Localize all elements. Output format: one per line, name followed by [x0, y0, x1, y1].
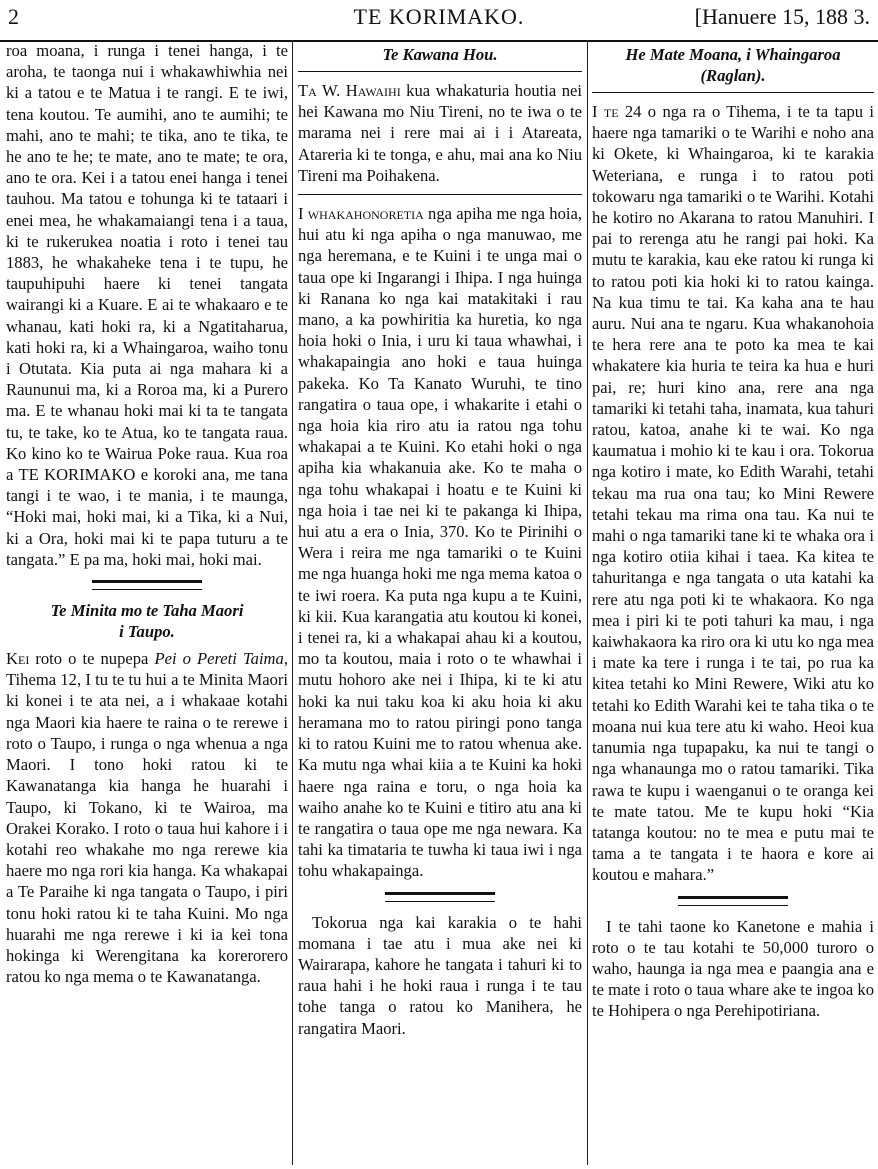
article-heading [6, 600, 288, 642]
lead-word: Ta W. Hawaihi [298, 81, 401, 100]
article-body [6, 648, 288, 987]
body-text: kua whakaturia houtia nei hei Kawana mo Niu Tireni, no te iwa o te marama nei i rere mai ai i i Atareata, Atareria ki te tonga, e ahu, mai ana ko Niu Tireni ma Poihakena. [298, 81, 582, 185]
article-heading: Te Kawana Hou. [382, 45, 498, 64]
lead-word: I te [592, 102, 619, 121]
newspaper-title: TE KORIMAKO. [353, 4, 525, 29]
section-divider [92, 580, 202, 590]
body-text: , Tihema 12, I tu te tu hui a te Minita Maori ki konei i te ata nei, a i whakaae kotahi nga Maori kia haere te raina o te rerewe i roto o Taupo, i runga o nga whenua a nga Maori. I tono hoki ratou ki te Kawanatanga kia hanga he huarahi i Taupo, ki Tokano, ki te Wairoa, ma Orakei Korako. I roto o taua hui kahore i i kotahi reo whakahe mo nga rerewe kia haere mo nga rori kia hanga. Ka whakapai a Te Paraihe ki nga tangata o Taupo, i piri tonu hoki ratou ki te taha Kuini. Mo nga huarahi me nga rerewe i ki ia kei tona hokinga ki Werengitana ka korerorero ratou ko nga mema o te Kawanatanga. [6, 649, 288, 987]
lead-word: I whakahonoretia [298, 204, 424, 224]
column-divider [587, 40, 588, 1165]
page-number: 2 [8, 4, 19, 29]
body-text: roto o te nupepa [29, 649, 155, 669]
heading-underline [592, 92, 874, 93]
section-divider [678, 896, 788, 906]
article-body [592, 101, 874, 886]
article-heading-line: He Mate Moana, i Whaingaroa [625, 45, 841, 64]
body-text: 24 o nga ra o Tihema, i te ta tapu i haere nga tamariki o te Warihi e noho ana ki Okete, ki Whaingaroa, ki te karakia Weteriana, e runga i to ratou poti tokowaru nga tamariki o te Warihi. Kotahi he kotiro no Akarana to ratou Manuhiri. I pai to rerenga atu he rangi pai hoki. Ka mutu te karakia, kau eke ratou ki runga ki to ratou poti kia hoki ki to ratou kainga. Na kua timu te tai. Ka kaha ana te hau auru. Nui ana te ngaru. Kua whakanohoia te hera rere ana te poto ka mea te kai whakatere kia huria te teira ka hua e huri pai, re; huri kino ana, rere ana nga tamariki ki tetahi taha, inamata, kua tahuri ratou, katoa, anahe ki te wai. Ko nga kaumatua i mohio ki te kau i ora. Tokorua nga kotiro i mate, ko Edith Warahi, tetahi tekau ma rua ona tau; ko Mini Rewere tetahi tekau ma rima ona tau. Ka nui te mahi o nga tamariki tane ki te whaka ora i nga kotiro otiia kihai i taea. Ka kitea te tahuritanga e nga tangata o uta katahi ka rere atu nga poti ki te whakaora. Ko nga mea i piri ki te poti tahuri ka mau, i nga kaiwhakaora ka riro ora ki utu ko nga mea i mate ka tere i runga i te tai, po rua ka kitea tetahi ko Mini Rewere, Wiki atu ko tetahi ko Edith Warahi kei te taha tika o te moana nui kua tere atu ki waho. Heoi kua tanumia nga tupapaku, ka nui te tangi o nga whanaunga mo o ratou tamariki. Tika rawa te kupu i waenganui o te oranga kei te mate tatou. Me te kupu hoki “Kia tatanga koutou: no te mea e putu mai te tama a te tangata i te haora e kore ai koutou e mahara.” [592, 102, 874, 885]
article-heading-line: i Taupo. [119, 622, 175, 642]
column-1 [6, 40, 288, 1165]
article-body [298, 80, 582, 186]
column-3 [592, 40, 874, 1165]
issue-date: [Hanuere 15, 188 3. [694, 4, 870, 29]
body-text: nga apiha me nga hoia, hui atu ki nga apiha o nga manuwao, me nga heremana, e te Kuini i te unga mai o taua ope ki Ingarangi i Ihipa. I nga huinga ki Ranana ko nga kai matakitaki i rau mano, a ka powhiritia ka huretia, ko nga hoia hoki o Inia, i uru ki taua whawhai, i whakapaingia ano hoki e taua huinga pakeka. Ko Ta Kanato Wuruhi, te tino rangatira o taua ope, i whakarite i etahi o nga hoia kia riro atu ia ratou nga tohu whakapai a te Kuini. Ko etahi hoki o nga apiha kia whakanuia ake. Ko te maha o nga tohu whakapai i hoatu e te Kuini ki nga hoia i tae nei ki te pakanga ki Ihipa, hui atu a era o Inia, 370. Ko te Pirinihi o Wera i reira me nga tamariki o te Kuini me nga huanga hoki me nga mema katoa o te iwi roera. Ka puta nga kupu a te Kuini, ki kii. Kua karangatia atu koutou ki konei, i tenei ra, ki a whakapai ahau ki a koutou, mo ta koutou, maia i roto o te whawhai i mutu hohoro ake nei i Ihipa, ki te ki atu hoki ka nui taku koa ki aku hoia ki aku heramana mo to ratou piringi pono tanga ki to ratou Kuini me to ratou whenua ake. Ka mutu nga whai kiia a te Kuini ka hoki haere nga raina e toru, o nga hoia ka waiho anahe ko te Kuini e titiro atu ana ki te rangatira o taua ope me nga newara. Ka tahi ka timataria te tuwha ki taua iwi i nga tohu whakapainga. [298, 204, 582, 881]
lead-word: Kei [6, 649, 30, 669]
column-divider [292, 40, 293, 1165]
heading-underline [298, 71, 582, 72]
section-divider [298, 194, 582, 195]
masthead [0, 0, 878, 42]
article-body: I te tahi taone ko Kanetone e mahia i roto o te tau kotahi te 50,000 turoro o waho, haunga ia nga mea e paangia ana e te mate i roto o taua whare ake te ingoa ko te Hohipera o nga Perehipotiriana. [592, 916, 874, 1021]
newspaper-name: Pei o Pereti Taima [154, 649, 284, 669]
article-heading-line: (Raglan). [700, 66, 766, 85]
article-continued-text: roa moana, i runga i tenei hanga, i te aroha, te taonga nui i whakawhiwhia nei ki a tatou e te Matua i te rangi. E te iwi, tena koutou. Te aumihi, ano te aumihi; te mahi, ano te mahi; te tika, ano te tika, te he ano te he; te mate, ano te mate; te ora, ano te ora. Kei i a tatou enei hanga i tenei tauhou. Ma tatou e tohunga ki te tataari i enei mea, he whakamaiangi tena i a taua, ki te rukerukea noatia i roto i tenei tau 1883, he whakaheke tena i te tupu, he taupuhipuhi haere ki tenei tangata wairangi ki a Kuare. E ai te whakaaro e te whanau, kati hoki ra, ki a Ngatitaharua, kati hoki ra, ki a Whaingaroa, waiho tonu i Otutata. Kia puta ai nga mahara ki a Raununui ma, ki a Roroa ma, ki a Purero ma. E te whanau hoki mai ki ta te tangata tu, te take, ko te Atua, ko te tangata raua. Ko kino ko te Wairua Poke raua. Kua roa a TE KORIMAKO e koroki ana, me tana tangi i te wao, i te mania, i te maunga, “Hoki mai, hoki mai, ki a Tika, ki a Nui, ki a Ora, hoki mai ki te papa tuturu a te tangata.” E pa ma, hoki mai, hoki mai. [6, 41, 288, 569]
article-body: Tokorua nga kai karakia o te hahi momana i tae atu i mua ake nei ki Wairarapa, kahore he tangata i tahuri ki to raua hahi i he hoki raua i runga i te tau tohe tanga o ratou ko Manihera, he rangatira Maori. [298, 912, 582, 1038]
article-heading [592, 44, 874, 86]
article-body [298, 203, 582, 882]
column-2 [298, 40, 582, 1165]
section-divider [385, 892, 495, 902]
article-heading-line: Te Minita mo te Taha Maori [50, 601, 244, 621]
